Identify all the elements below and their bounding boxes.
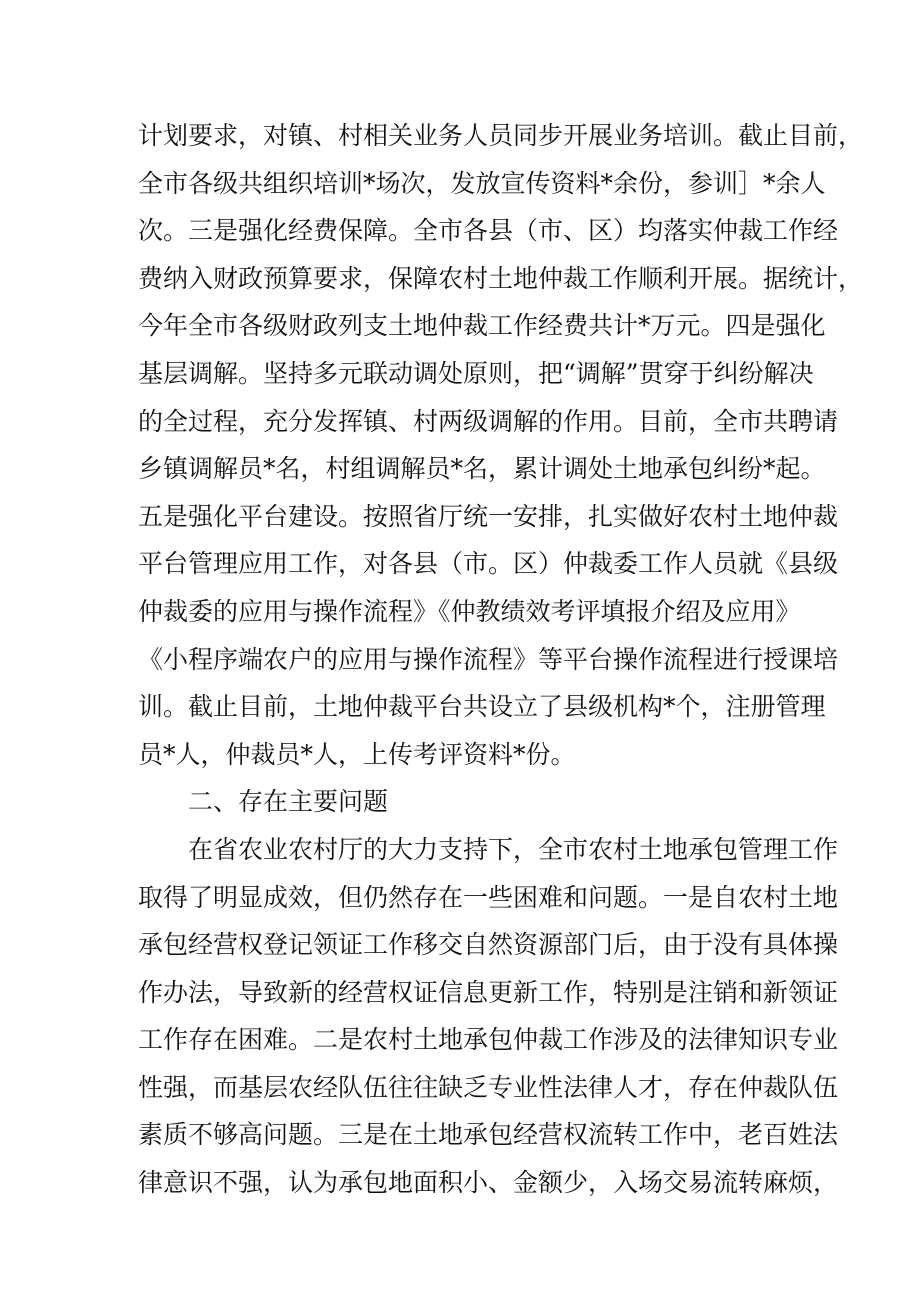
- paragraph-2: [138, 826, 839, 1207]
- text-line: 的全过程，充分发挥镇、村两级调解的作用。目前，全市共聘请: [138, 406, 839, 436]
- text-line: 性强，而基层农经队伍往往缺乏专业性法律人才，存在仲裁队伍: [138, 1072, 839, 1102]
- text-line: 五是强化平台建设。按照省厅统一安排，扎实做好农村土地仲裁: [138, 501, 839, 531]
- text-line: 乡镇调解员*名，村组调解员*名，累计调处土地承包纠纷*起。: [138, 454, 826, 484]
- text-line: 员*人，仲裁员*人，上传考评资料*份。: [138, 739, 576, 769]
- text-line: 律意识不强，认为承包地面积小、金额少，入场交易流转麻烦，: [138, 1168, 839, 1198]
- text-line: 在省农业农村厅的大力支持下，全市农村土地承包管理工作: [188, 834, 839, 864]
- text-line: 取得了明显成效，但仍然存在一些困难和问题。一是自农村土地: [138, 882, 839, 912]
- paragraph-1: [138, 112, 864, 778]
- text-line: 全市各级共组织培训*场次，发放宣传资料*余份，参训］*余人: [138, 168, 826, 198]
- text-line: 平台管理应用工作，对各县（市。区）仲裁委工作人员就《县级: [138, 549, 839, 579]
- section-heading: 二、存在主要问题: [188, 787, 389, 817]
- text-line: 费纳入财政预算要求，保障农村土地仲裁工作顺利开展。据统计，: [138, 263, 864, 293]
- text-line: 承包经营权登记领证工作移交自然资源部门后，由于没有具体操: [138, 930, 839, 960]
- document-body: [138, 112, 864, 1207]
- text-line: 《小程序端农户的应用与操作流程》等平台操作流程进行授课培: [138, 644, 839, 674]
- text-line: 作办法，导致新的经营权证信息更新工作，特别是注销和新领证: [138, 977, 839, 1007]
- text-line: 训。截止目前，土地仲裁平台共设立了县级机构*个，注册管理: [138, 692, 826, 722]
- text-line: 今年全市各级财政列支土地仲裁工作经费共计*万元。四是强化: [138, 311, 826, 341]
- text-line: 次。三是强化经费保障。全市各县（市、区）均落实仲裁工作经: [138, 216, 839, 246]
- text-line: 工作存在困难。二是农村土地承包仲裁工作涉及的法律知识专业: [138, 1025, 839, 1055]
- text-line: 仲裁委的应用与操作流程》《仲教绩效考评填报介绍及应用》: [138, 596, 801, 626]
- text-line: 基层调解。坚持多元联动调处原则，把“调解”贯穿于纠纷解决: [138, 358, 814, 388]
- text-line: 素质不够高问题。三是在土地承包经营权流转工作中，老百姓法: [138, 1120, 839, 1150]
- text-line: 计划要求，对镇、村相关业务人员同步开展业务培训。截止目前，: [138, 121, 864, 150]
